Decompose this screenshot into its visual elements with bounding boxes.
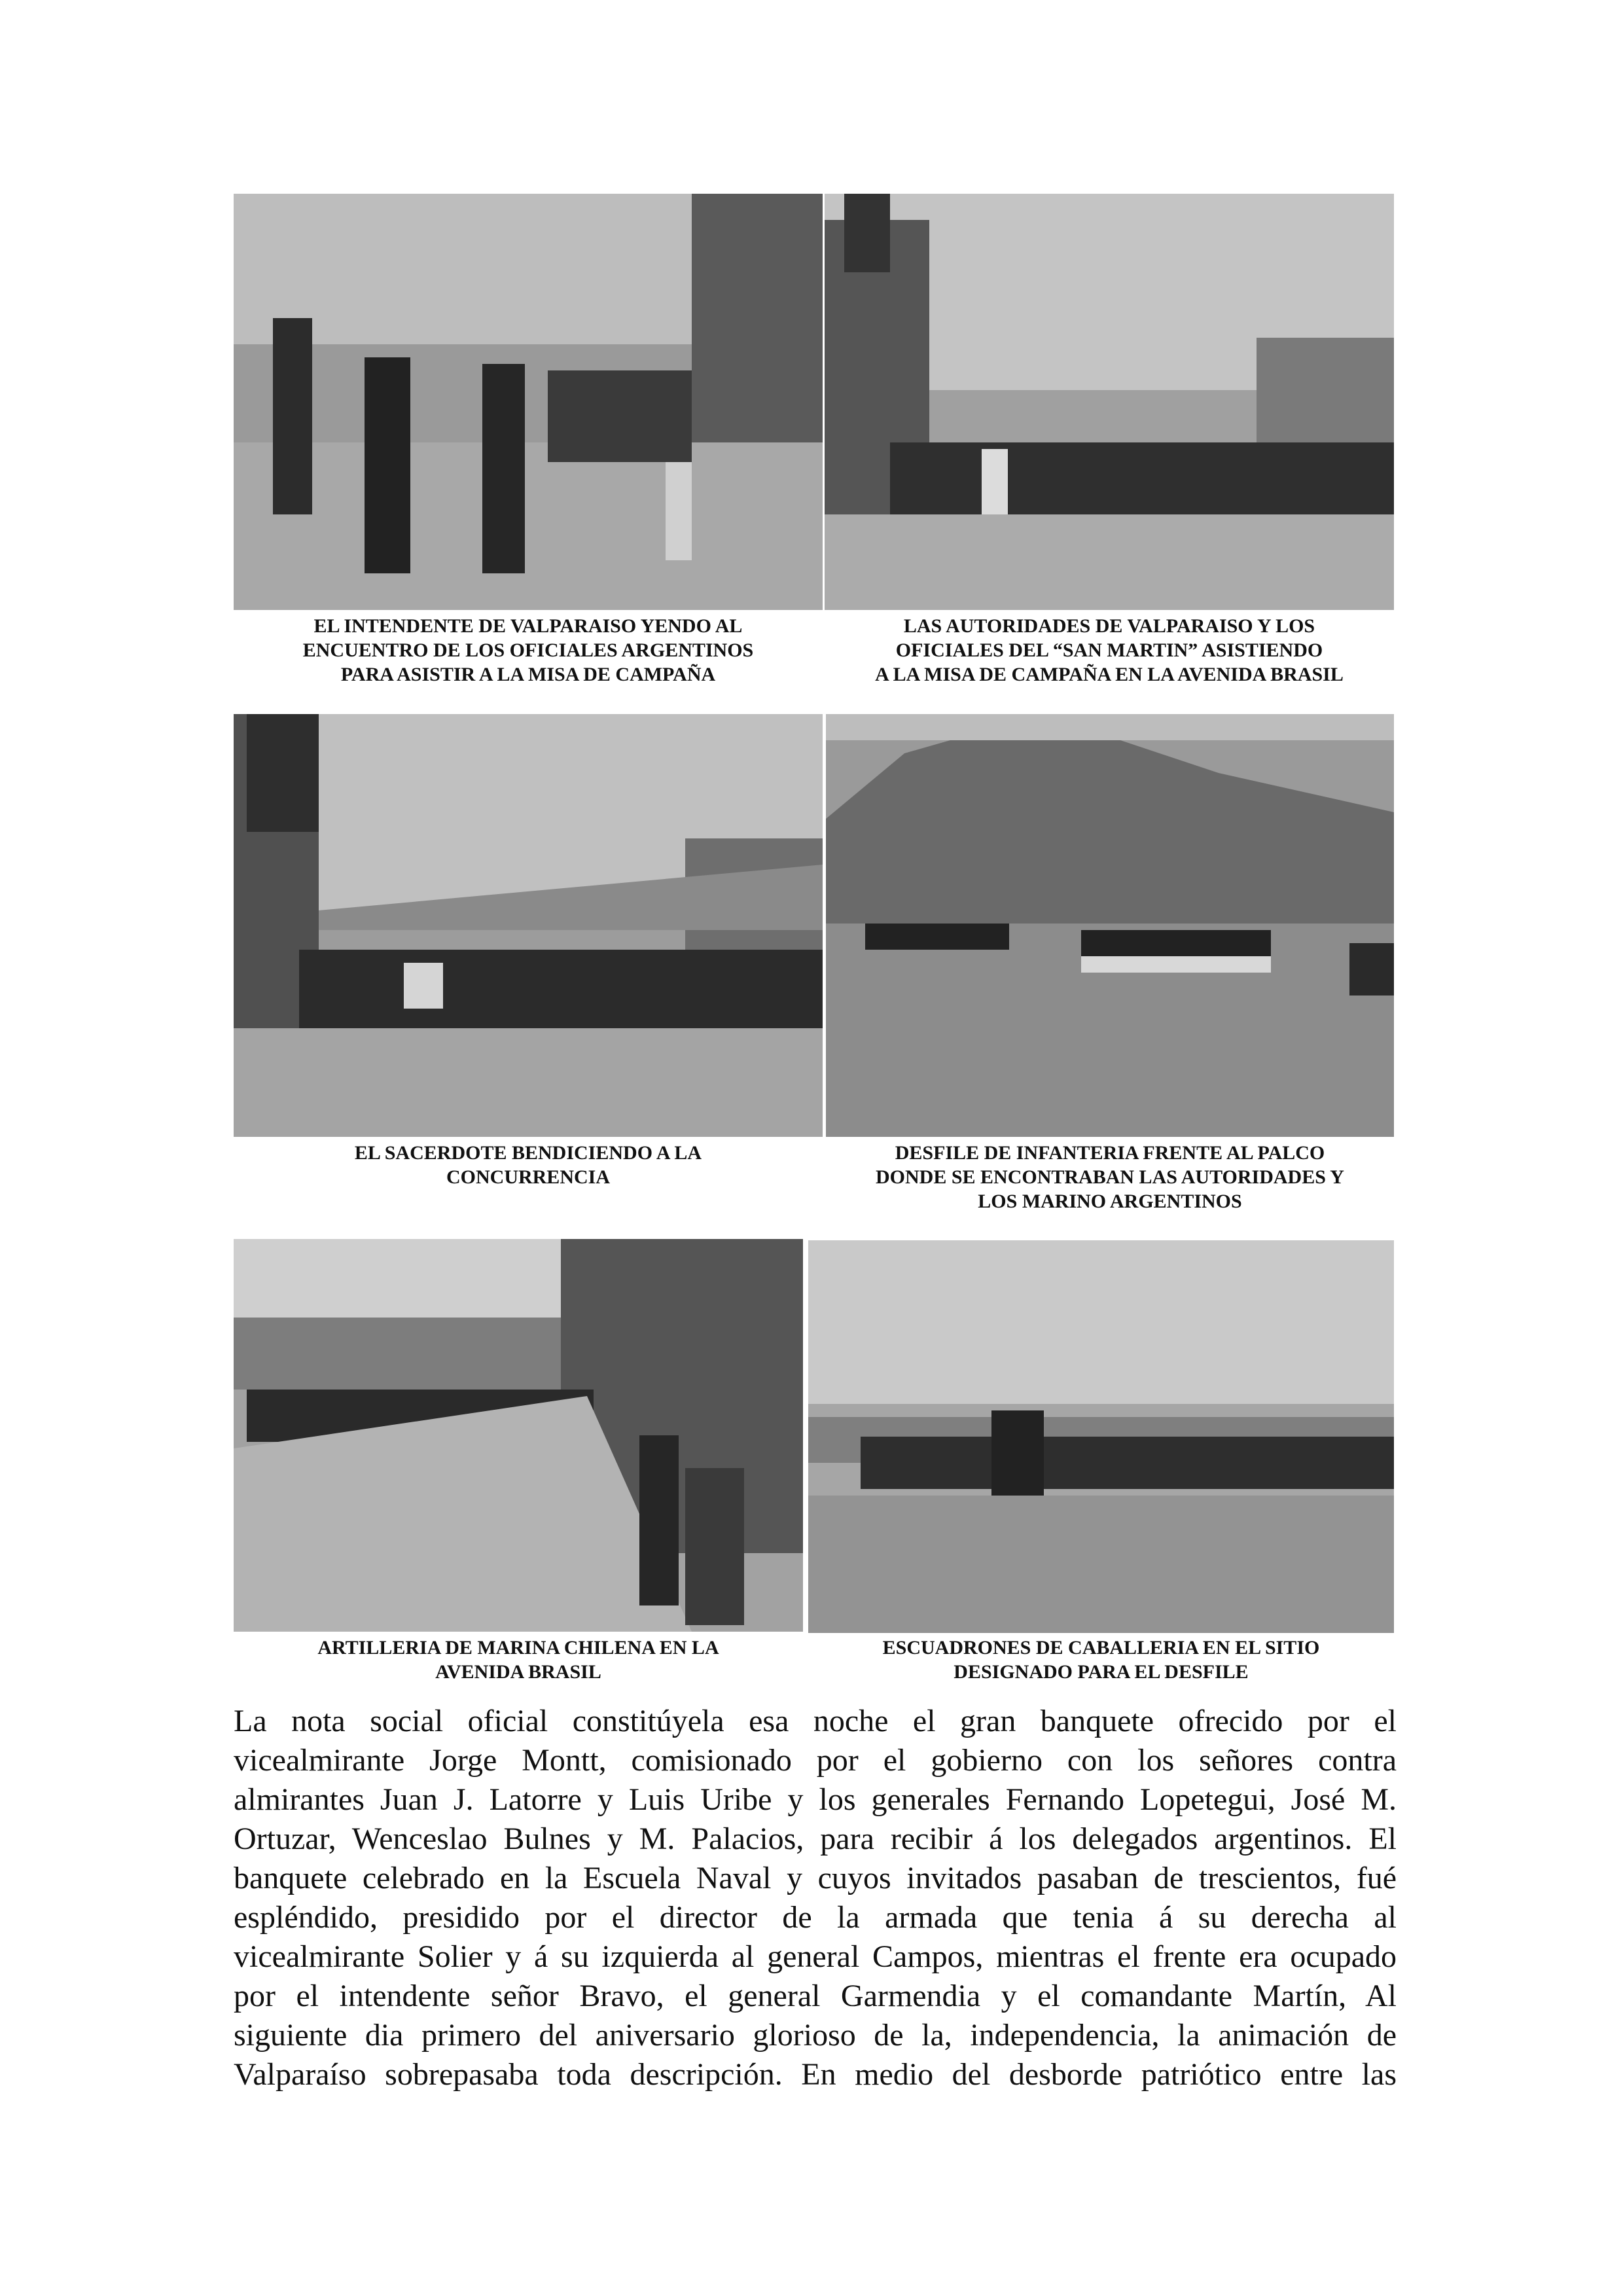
photo-mayor-walking (234, 194, 823, 610)
body-line: Valparaíso sobrepasaba toda descripción. En medio del desborde patriótico entre las (234, 2057, 1397, 2092)
photo-cavalry-squadrons-image (808, 1240, 1394, 1633)
caption-authorities-mass: LAS AUTORIDADES DE VALPARAISO Y LOS OFICIALES DEL “SAN MARTIN” ASISTIENDO A LA MISA DE CAMPAÑA EN LA AVENIDA BRASIL (875, 615, 1344, 685)
body-line: espléndido, presidido por el director de la armada que tenia á su derecha al (234, 1900, 1397, 1935)
photo-priest-blessing-image (234, 714, 823, 1137)
body-line: vicealmirante Solier y á su izquierda al general Campos, mientras el frente era ocupado (234, 1939, 1397, 1974)
photo-authorities-mass-image (825, 194, 1394, 610)
photo-naval-artillery (234, 1239, 803, 1632)
body-line: banquete celebrado en la Escuela Naval y cuyos invitados pasaban de trescientos, fué (234, 1861, 1397, 1895)
caption-priest-blessing: EL SACERDOTE BENDICIENDO A LA CONCURRENCIA (354, 1142, 702, 1188)
photo-mayor-walking-image (234, 194, 823, 610)
body-paragraph (234, 1702, 1397, 2094)
caption-mayor-walking: EL INTENDENTE DE VALPARAISO YENDO AL ENCUENTRO DE LOS OFICIALES ARGENTINOS PARA ASISTIR A LA MISA DE CAMPAÑA (302, 615, 754, 685)
body-line: almirantes Juan J. Latorre y Luis Uribe y los generales Fernando Lopetegui, José M. (234, 1782, 1397, 1817)
caption-infantry-parade: DESFILE DE INFANTERIA FRENTE AL PALCO DONDE SE ENCONTRABAN LAS AUTORIDADES Y LOS MARINO ARGENTINOS (876, 1142, 1344, 1212)
photo-naval-artillery-image (234, 1239, 803, 1632)
photo-priest-blessing (234, 714, 823, 1137)
photo-infantry-parade (826, 714, 1394, 1137)
caption-naval-artillery: ARTILLERIA DE MARINA CHILENA EN LA AVENIDA BRASIL (317, 1637, 719, 1683)
body-line: vicealmirante Jorge Montt, comisionado por el gobierno con los señores contra (234, 1743, 1397, 1778)
body-line: La nota social oficial constitúyela esa noche el gran banquete ofrecido por el (234, 1704, 1397, 1738)
photo-infantry-parade-image (826, 714, 1394, 1137)
body-line: por el intendente señor Bravo, el general Garmendia y el comandante Martín, Al (234, 1979, 1397, 2013)
body-line: Ortuzar, Wenceslao Bulnes y M. Palacios, para recibir á los delegados argentinos. El (234, 1821, 1397, 1856)
photo-authorities-mass (825, 194, 1394, 610)
photo-cavalry-squadrons (808, 1240, 1394, 1633)
caption-cavalry-squadrons: ESCUADRONES DE CABALLERIA EN EL SITIO DESIGNADO PARA EL DESFILE (882, 1637, 1320, 1683)
body-line: siguiente dia primero del aniversario glorioso de la, independencia, la animación de (234, 2018, 1397, 2053)
